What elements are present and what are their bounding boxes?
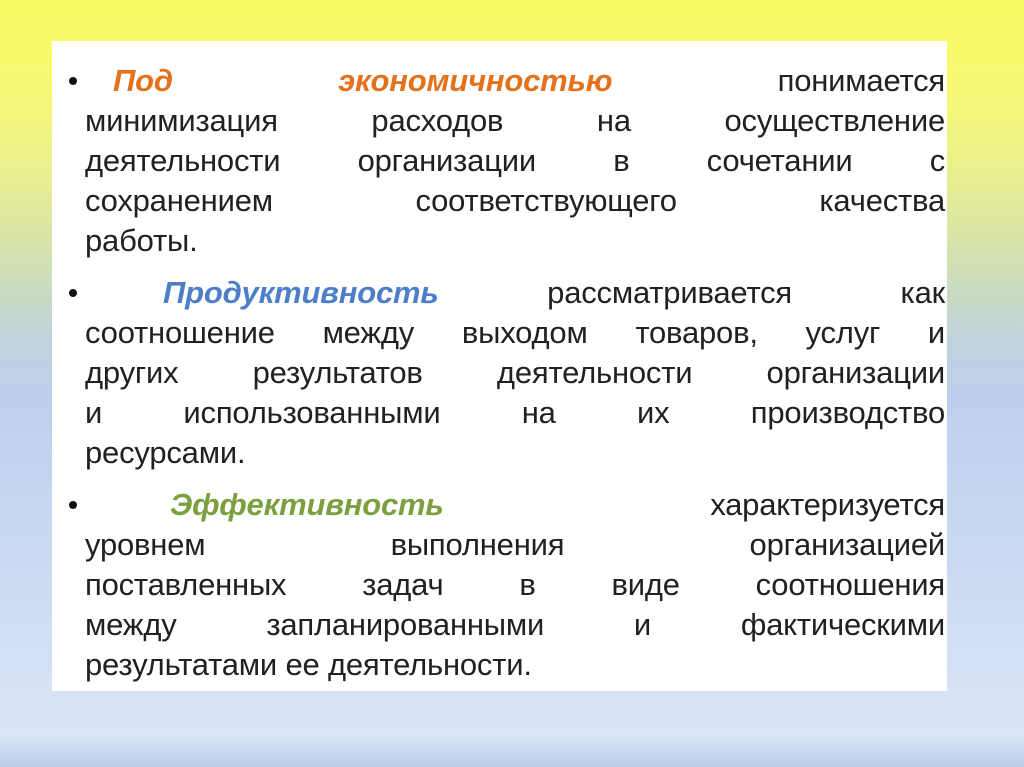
bullet-line-text: характеризуется [710,487,945,522]
bullet-line-text: рассматривается как [547,275,945,310]
bullet-line-text: понимается [777,63,945,98]
bullet-item-economy [85,61,945,261]
bullet-line: работы. [85,223,198,258]
bullet-keyword: Эффективность [170,487,444,522]
bullet-dot [69,289,77,297]
bullet-list [85,61,945,685]
bullet-line [85,485,945,525]
bullet-line: между запланированными и фактическими [85,607,945,642]
bullet-line: и использованными на их производство [85,395,945,430]
bullet-line: сохранением соответствующего качества [85,183,945,218]
bullet-line: соотношение между выходом товаров, услуг и [85,315,945,350]
bullet-keyword: Продуктивность [163,275,439,310]
bullet-line: уровнем выполнения организацией [85,527,945,562]
bullet-line: поставленных задач в виде соотношения [85,567,945,602]
bullet-dot [69,501,77,509]
slide-text-block [85,61,945,685]
content-card [52,41,947,691]
bullet-line: минимизация расходов на осуществление [85,103,945,138]
bullet-line: ресурсами. [85,435,246,470]
bullet-item-productivity [85,273,945,473]
bullet-line [85,273,945,313]
bullet-line: других результатов деятельности организации [85,355,945,390]
bullet-keyword: Под экономичностью [113,63,613,98]
bullet-line [85,61,945,101]
bullet-line: результатами ее деятельности. [85,647,532,682]
bullet-item-effectiveness [85,485,945,685]
bullet-line: деятельности организации в сочетании с [85,143,945,178]
bullet-dot [69,77,77,85]
